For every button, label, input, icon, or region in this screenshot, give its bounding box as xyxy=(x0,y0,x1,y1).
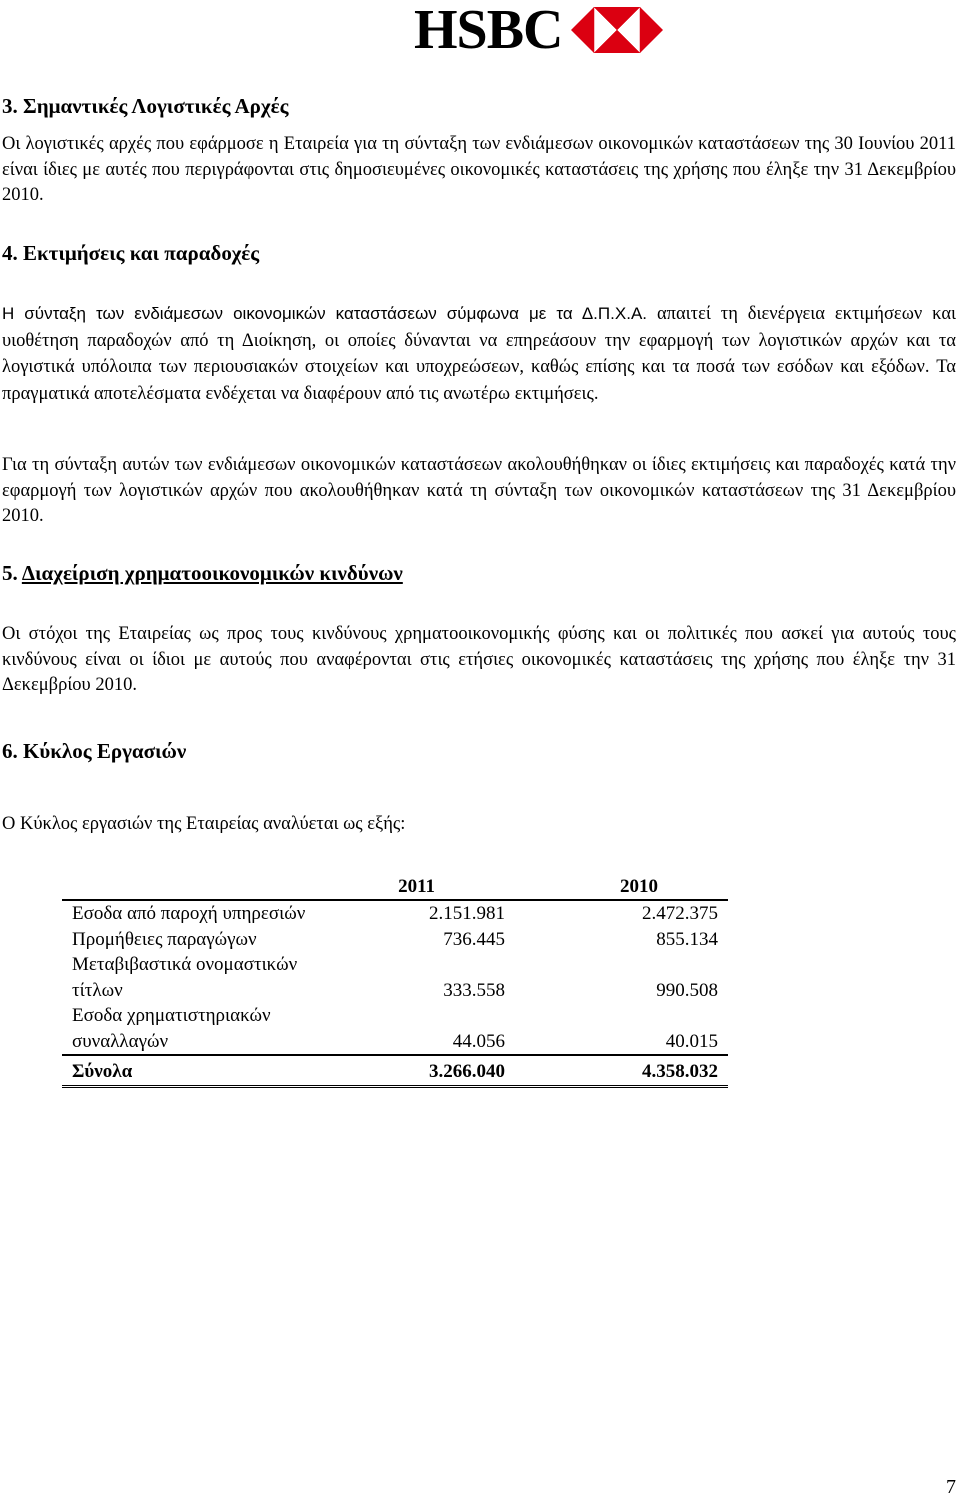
row-label: Μεταβιβαστικά ονομαστικών τίτλων xyxy=(72,954,298,1001)
section-4-body-1: Η σύνταξη των ενδιάμεσων οικονομικών καταστάσεων σύμφωνα με τα Δ.Π.Χ.Α. απαιτεί τη διενέργεια εκτιμήσεων και υιοθέτηση παραδοχών από τη Διοίκηση, οι οποίες δύνανται να επηρεάσουν την εφαρμογή των λογιστικών αρχών και τα λογιστικά υπόλοιπα των περιουσιακών στοιχείων και υποχρεώσεων, καθώς επίσης και τα ποσά των εσόδων και εξόδων. Τα πραγματικά αποτελέσματα ενδέχεται να διαφέρουν από τις ανωτέρω εκτιμήσεις. xyxy=(2,304,956,404)
hsbc-hexagon-icon xyxy=(571,7,663,53)
column-header-2011: 2011 xyxy=(364,871,505,900)
page-number: 7 xyxy=(946,1476,956,1498)
section-6-intro: Ο Κύκλος εργασιών της Εταιρείας αναλύεται ως εξής: xyxy=(2,814,406,834)
logo-wordmark: HSBC xyxy=(414,0,563,61)
row-value-2011: 333.558 xyxy=(443,979,506,1001)
row-label: Προμήθειες παραγώγων xyxy=(72,928,257,950)
row-value-2011: 736.445 xyxy=(443,928,506,950)
row-value-2011: 2.151.981 xyxy=(429,903,506,924)
row-value-2011: 44.056 xyxy=(452,1030,506,1052)
column-header-2010: 2010 xyxy=(505,871,728,900)
table-row xyxy=(62,900,728,927)
total-label: Σύνολα xyxy=(62,1055,364,1086)
row-value-2010: 2.472.375 xyxy=(642,903,718,924)
hsbc-logo xyxy=(414,0,663,61)
section-6-heading: 6. Κύκλος Εργασιών xyxy=(2,739,187,763)
table-row xyxy=(62,952,728,1003)
table-row xyxy=(62,1003,728,1055)
row-label: Εσοδα χρηματιστηριακών συναλλαγών xyxy=(72,1005,271,1052)
total-value-2010: 4.358.032 xyxy=(505,1055,728,1086)
table-total-row xyxy=(62,1055,728,1086)
section-3-body: Οι λογιστικές αρχές που εφάρμοσε η Εταιρεία για τη σύνταξη των ενδιάμεσων οικονομικών καταστάσεων της 30 Ιουνίου 2011 είναι ίδιες με αυτές που περιγράφονται στις δημοσιευμένες οικονομικές καταστάσεις της χρήσης που έληξε την 31 Δεκεμβρίου 2010. xyxy=(2,134,956,205)
column-header-label xyxy=(62,871,364,900)
section-3-heading: 3. Σημαντικές Λογιστικές Αρχές xyxy=(2,94,289,118)
turnover-table xyxy=(62,871,728,1088)
table-header-row xyxy=(62,871,728,900)
row-label: Εσοδα από παροχή υπηρεσιών xyxy=(72,903,306,924)
row-value-2010: 855.134 xyxy=(656,928,718,950)
row-value-2010: 40.015 xyxy=(665,1030,718,1052)
row-value-2010: 990.508 xyxy=(656,979,718,1001)
total-value-2011: 3.266.040 xyxy=(364,1055,505,1086)
section-4-heading: 4. Εκτιμήσεις και παραδοχές xyxy=(2,241,260,265)
table-row xyxy=(62,927,728,953)
section-5-body: Οι στόχοι της Εταιρείας ως προς τους κινδύνους χρηματοοικονομικής φύσης και οι πολιτικές που ασκεί για αυτούς τους κινδύνους είναι οι ίδιοι με αυτούς που αναφέρονται στις ετήσιες οικονομικές καταστάσεις της χρήσης που έληξε την 31 Δεκεμβρίου 2010. xyxy=(2,624,956,695)
section-5-heading: 5. Διαχείριση χρηματοοικονομικών κινδύνων xyxy=(2,561,403,585)
section-4-body-2: Για τη σύνταξη αυτών των ενδιάμεσων οικονομικών καταστάσεων ακολουθήθηκαν οι ίδιες εκτιμήσεις και παραδοχές κατά την εφαρμογή των λογιστικών αρχών που ακολουθήθηκαν κατά τη σύνταξη των οικονομικών καταστάσεων της 31 Δεκεμβρίου 2010. xyxy=(2,455,956,526)
